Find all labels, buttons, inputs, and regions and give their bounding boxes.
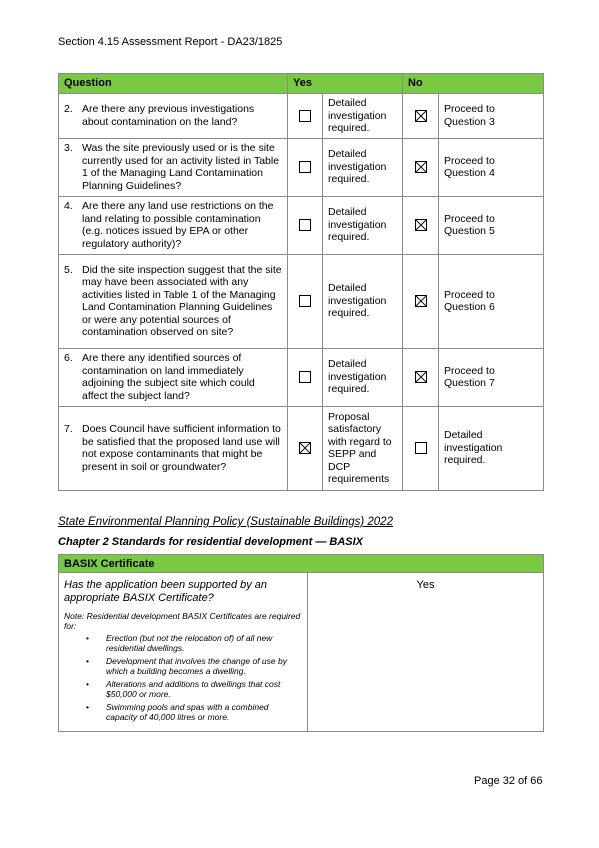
yes-checkbox-icon (299, 110, 311, 122)
question-text: Are there any previous investigations about contamination on the land? (82, 103, 255, 128)
table-header-row (59, 74, 544, 94)
question-cell (59, 254, 288, 348)
table-row (59, 348, 544, 406)
chapter-title: Chapter 2 Standards for residential development — BASIX (58, 536, 364, 548)
question-number: 3. (64, 142, 73, 154)
yes-checkbox-cell (288, 348, 323, 406)
bullet-text: Development that involves the change of use by which a building becomes a dwelling. (106, 656, 287, 676)
question-cell (59, 138, 288, 196)
no-checkbox-cell (403, 138, 439, 196)
basix-question: Has the application been supported by an appropriate BASIX Certificate? (64, 579, 268, 604)
yes-outcome: Detailed investigation required. (323, 254, 403, 348)
no-outcome: Proceed to Question 7 (439, 348, 544, 406)
bullet-icon: • (86, 679, 89, 689)
no-checkbox-icon (415, 219, 427, 231)
bullet-text: Erection (but not the relocation of) of all new residential dwellings. (106, 633, 273, 653)
header-question: Question (59, 74, 288, 94)
contamination-questions-table (58, 73, 544, 491)
no-checkbox-cell (403, 196, 439, 254)
table-row (59, 138, 544, 196)
basix-question-cell (59, 573, 308, 732)
yes-checkbox-cell (288, 138, 323, 196)
bullet-icon: • (86, 702, 89, 712)
yes-checkbox-icon (299, 371, 311, 383)
question-text: Did the site inspection suggest that the site may have been associated with any activities listed in Table 1 of the Managing Land Contamination Planning Guidelines or were any potential sources of contamination observed on site? (82, 263, 282, 338)
table-row (59, 254, 544, 348)
bullet-icon: • (86, 656, 89, 666)
no-checkbox-cell (403, 348, 439, 406)
question-cell (59, 94, 288, 139)
question-text: Are there any land use restrictions on the land relating to possible contamination (e.g. notices issued by EPA or other regulatory authority)? (82, 200, 274, 250)
no-outcome: Proceed to Question 6 (439, 254, 544, 348)
question-cell (59, 348, 288, 406)
question-number: 4. (64, 200, 73, 212)
basix-row (59, 573, 544, 732)
no-checkbox-icon (415, 110, 427, 122)
yes-checkbox-cell (288, 406, 323, 490)
question-number: 2. (64, 103, 73, 116)
yes-checkbox-icon (299, 161, 311, 173)
yes-outcome: Detailed investigation required. (323, 348, 403, 406)
basix-bullet-list (64, 633, 302, 722)
no-checkbox-icon (415, 371, 427, 383)
list-item (64, 656, 302, 676)
question-text: Are there any identified sources of contamination on land immediately adjoining the subject site which could affect the subject land? (82, 352, 255, 402)
no-outcome: Proceed to Question 4 (439, 138, 544, 196)
yes-outcome: Detailed investigation required. (323, 138, 403, 196)
yes-checkbox-cell (288, 94, 323, 139)
yes-checkbox-cell (288, 254, 323, 348)
table-row (59, 406, 544, 490)
list-item (64, 702, 302, 722)
yes-checkbox-icon (299, 295, 311, 307)
question-text: Was the site previously used or is the site currently used for an activity listed in Table 1 of the Managing Land Contamination Planning Guidelines? (82, 142, 280, 192)
no-outcome: Detailed investigation required. (439, 406, 544, 490)
no-checkbox-icon (415, 161, 427, 173)
basix-note: Note: Residential development BASIX Certificates are required for: (64, 611, 301, 631)
no-checkbox-cell (403, 254, 439, 348)
basix-table (58, 554, 544, 732)
sepp-title: State Environmental Planning Policy (Sustainable Buildings) 2022 (58, 516, 393, 528)
bullet-text: Alterations and additions to dwellings that cost $50,000 or more. (106, 679, 281, 699)
page-header: Section 4.15 Assessment Report - DA23/1825 (58, 36, 283, 48)
no-checkbox-cell (403, 406, 439, 490)
question-cell (59, 196, 288, 254)
header-no: No (403, 74, 544, 94)
list-item (64, 633, 302, 653)
bullet-icon: • (86, 633, 89, 643)
no-outcome: Proceed to Question 3 (439, 94, 544, 139)
no-checkbox-cell (403, 94, 439, 139)
yes-checkbox-icon (299, 219, 311, 231)
table-row (59, 196, 544, 254)
question-number: 7. (64, 423, 73, 435)
list-item (64, 679, 302, 699)
header-yes: Yes (288, 74, 403, 94)
basix-answer: Yes (308, 573, 544, 732)
no-checkbox-icon (415, 295, 427, 307)
yes-outcome: Proposal satisfactory with regard to SEPP and DCP requirements (323, 406, 403, 490)
yes-checkbox-icon (299, 442, 311, 454)
question-number: 6. (64, 352, 73, 364)
basix-header: BASIX Certificate (59, 555, 544, 573)
yes-checkbox-cell (288, 196, 323, 254)
page-number: Page 32 of 66 (474, 775, 543, 787)
yes-outcome: Detailed investigation required. (323, 196, 403, 254)
bullet-text: Swimming pools and spas with a combined capacity of 40,000 litres or more. (106, 702, 269, 722)
question-number: 5. (64, 263, 73, 276)
no-outcome: Proceed to Question 5 (439, 196, 544, 254)
question-cell (59, 406, 288, 490)
question-text: Does Council have sufficient information to be satisfied that the proposed land use will not expose contaminants that might be present in soil or groundwater? (82, 423, 281, 473)
yes-outcome: Detailed investigation required. (323, 94, 403, 139)
table-row (59, 94, 544, 139)
no-checkbox-icon (415, 442, 427, 454)
